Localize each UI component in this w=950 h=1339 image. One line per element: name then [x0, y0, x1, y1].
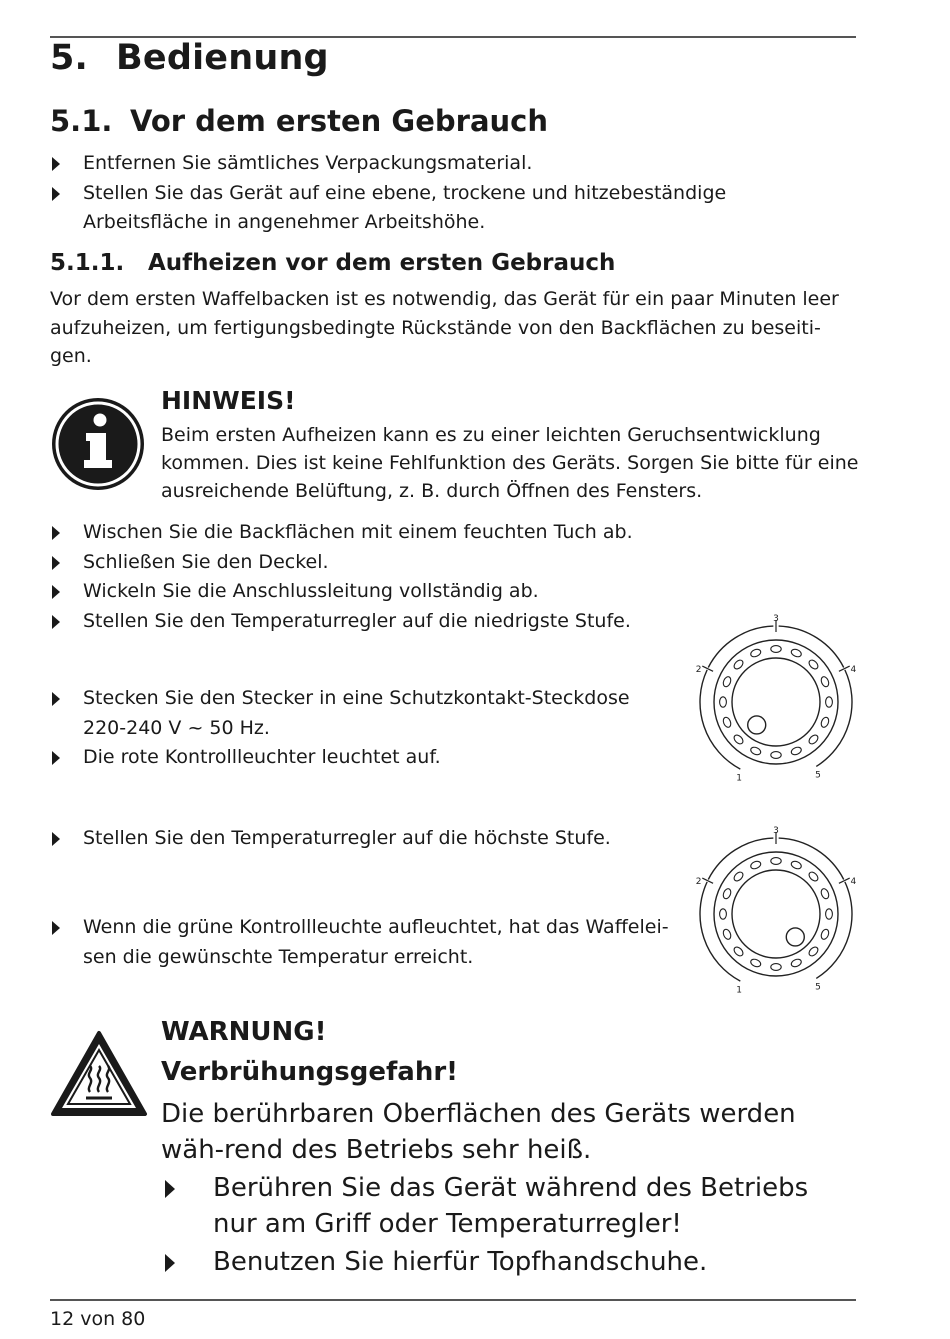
dial-scale-label: 1 [736, 985, 743, 996]
dial-scale-arc [700, 882, 740, 981]
bullet-arrow-icon [165, 1180, 175, 1198]
bottom-rule [50, 1299, 856, 1301]
dial-grip [732, 870, 744, 882]
dial-grip [790, 648, 802, 658]
bullet-arrow-icon [52, 556, 60, 570]
dial-grip [722, 888, 732, 900]
dial-tick [702, 878, 713, 883]
dial-grip [750, 958, 762, 968]
warning-subtitle: Verbrühungsgefahr! [161, 1057, 459, 1087]
info-icon [50, 396, 146, 492]
bullet-arrow-icon [52, 692, 60, 706]
dial-grip [790, 746, 802, 756]
dial-grip [820, 676, 830, 688]
dial-grip [750, 860, 762, 870]
bullet-arrow-icon [52, 526, 60, 540]
dial-grip [820, 716, 830, 728]
dial-scale-label: 4 [850, 665, 857, 676]
dial-scale-label: 2 [695, 665, 702, 676]
subsection-bullet-list [50, 149, 856, 238]
dial-scale-label: 1 [736, 773, 743, 784]
dial-scale-arc [816, 882, 852, 979]
list-item: Die rote Kontrollleuchter leuchtet auf. [50, 743, 650, 773]
dial-scale-arc [816, 670, 852, 767]
dial-grip [732, 733, 744, 745]
subsection-heading [50, 104, 548, 138]
dial-grip [826, 909, 833, 919]
dial-grip [722, 716, 732, 728]
steps-list-2 [50, 684, 650, 773]
page-number: 12 von 80 [50, 1308, 146, 1330]
list-item: Schließen Sie den Deckel. [50, 548, 850, 578]
dial-scale-label: 2 [695, 877, 702, 888]
dial-grip [790, 860, 802, 870]
bullet-arrow-icon [52, 751, 60, 765]
dial-grip [750, 648, 762, 658]
bullet-arrow-icon [52, 615, 60, 629]
list-item: Stecken Sie den Stecker in eine Schutzkontakt-Steckdose 220-240 V ~ 50 Hz. [50, 684, 650, 743]
temperature-dial-highest [690, 826, 862, 996]
steps-list-3 [50, 824, 670, 854]
bullet-arrow-icon [52, 187, 60, 201]
dial-grip [732, 658, 744, 670]
dial-indicator [748, 716, 766, 734]
dial-grip [807, 658, 819, 670]
dial-grip [820, 888, 830, 900]
note-text: Beim ersten Aufheizen kann es zu einer leichten Geruchsentwicklung kommen. Dies ist keine Fehlfunktion des Geräts. Sorgen Sie bitte für eine ausreichende Belüftung, z. B. durch Öffnen des Fensters. [161, 424, 859, 502]
dial-grip [790, 958, 802, 968]
dial-grip [771, 646, 781, 653]
dial-grip [826, 697, 833, 707]
list-item: Wickeln Sie die Anschlussleitung vollständig ab. [50, 577, 850, 607]
subsubsection-number: 5.1.1. [50, 250, 125, 276]
dial-knob-face [732, 870, 820, 958]
dial-grip [722, 676, 732, 688]
list-item: Entfernen Sie sämtliches Verpackungsmaterial. [50, 149, 856, 179]
temperature-dial-lowest [690, 614, 862, 784]
list-item: Stellen Sie den Temperaturregler auf die höchste Stufe. [50, 824, 670, 854]
dial-tick [839, 878, 850, 883]
list-item: Berühren Sie das Gerät während des Betriebs nur am Griff oder Temperaturregler! [161, 1170, 851, 1242]
dial-grip [771, 964, 781, 971]
warning-text: Die berührbaren Oberflächen des Geräts werden wäh-rend des Betriebs sehr heiß. [161, 1099, 796, 1165]
subsubsection-heading [50, 250, 615, 276]
subsection-number: 5.1. [50, 104, 113, 138]
bullet-arrow-icon [52, 921, 60, 935]
dial-grip [732, 945, 744, 957]
dial-grip [722, 928, 732, 940]
dial-scale-arc [700, 670, 740, 769]
dial-scale-label: 3 [773, 614, 779, 624]
dial-scale-label: 3 [773, 826, 779, 836]
warning-bullet-list [161, 1170, 851, 1282]
dial-grip [771, 858, 781, 865]
bullet-arrow-icon [165, 1254, 175, 1272]
list-item: Benutzen Sie hierfür Topfhandschuhe. [161, 1244, 851, 1280]
dial-grip [720, 909, 727, 919]
dial-grip [807, 945, 819, 957]
steps-list-4 [50, 913, 675, 972]
list-item: Stellen Sie das Gerät auf eine ebene, trockene und hitzebeständige Arbeitsfläche in angenehmer Arbeitshöhe. [50, 179, 856, 238]
bullet-arrow-icon [52, 157, 60, 171]
list-item: Stellen Sie den Temperaturregler auf die niedrigste Stufe. [50, 607, 850, 637]
dial-scale-label: 4 [850, 877, 857, 888]
dial-grip [807, 870, 819, 882]
hot-surface-warning-icon [50, 1030, 148, 1118]
note-title: HINWEIS! [161, 386, 296, 415]
bullet-arrow-icon [52, 585, 60, 599]
dial-grip [750, 746, 762, 756]
dial-knob-face [732, 658, 820, 746]
list-item: Wischen Sie die Backflächen mit einem feuchten Tuch ab. [50, 518, 850, 548]
dial-grip [720, 697, 727, 707]
subsection-title: Vor dem ersten Gebrauch [130, 104, 549, 138]
dial-scale-label: 5 [815, 982, 821, 993]
subsubsection-title: Aufheizen vor dem ersten Gebrauch [148, 250, 616, 276]
bullet-arrow-icon [52, 832, 60, 846]
section-heading [50, 38, 329, 78]
section-number: 5. [50, 38, 89, 78]
dial-indicator [786, 928, 804, 946]
list-item: Wenn die grüne Kontrollleuchte aufleuchtet, hat das Waffelei-sen die gewünschte Temperatur erreicht. [50, 913, 675, 972]
section-title: Bedienung [116, 38, 329, 78]
dial-tick [839, 666, 850, 671]
dial-tick [702, 666, 713, 671]
dial-grip [771, 752, 781, 759]
warning-title: WARNUNG! [161, 1017, 327, 1047]
dial-scale-label: 5 [815, 770, 821, 781]
dial-grip [820, 928, 830, 940]
intro-paragraph: Vor dem ersten Waffelbacken ist es notwendig, das Gerät für ein paar Minuten leer aufzuheizen, um fertigungsbedingte Rückstände von den Backflächen zu beseiti-gen. [50, 288, 839, 367]
dial-grip [807, 733, 819, 745]
